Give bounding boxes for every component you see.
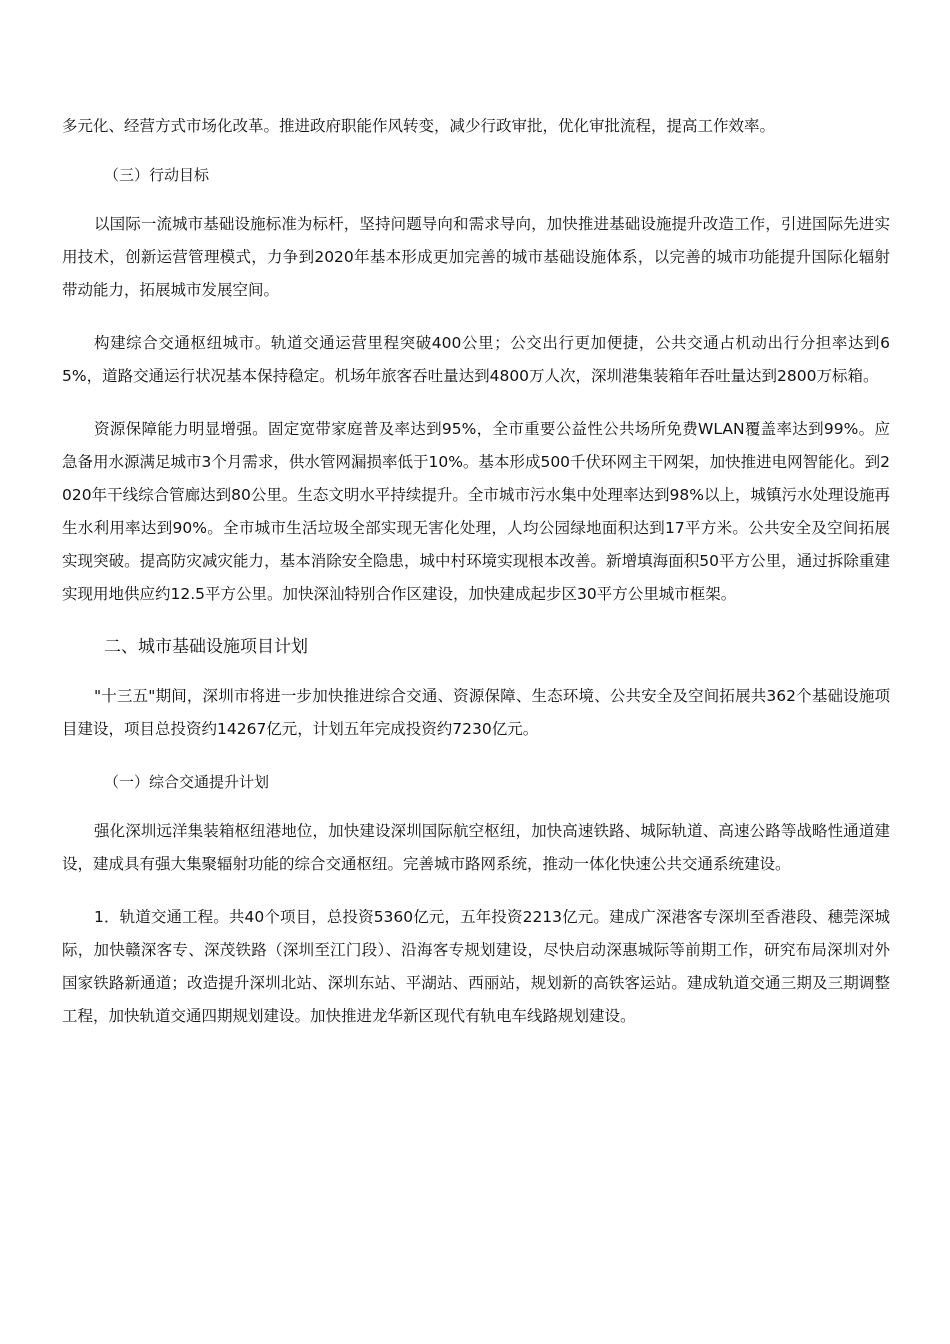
paragraph-continuation: 多元化、经营方式市场化改革。推进政府职能作风转变，减少行政审批，优化审批流程，提高工作效率。	[62, 117, 776, 135]
paragraph-resource-guarantee: 资源保障能力明显增强。固定宽带家庭普及率达到95%，全市重要公益性公共场所免费WLAN覆盖率达到99%。应急备用水源满足城市3个月需求，供水管网漏损率低于10%。基本形成500千伏环网主干网架，加快推进电网智能化。到2020年干线综合管廊达到80公里。生态文明水平持续提升。全市城市污水集中处理率达到98%以上，城镇污水处理设施再生水利用率达到90%。全市城市生活垃圾全部实现无害化处理，人均公园绿地面积达到17平方米。公共安全及空间拓展实现突破。提高防灾减灾能力，基本消除安全隐患，城中村环境实现根本改善。新增填海面积50平方公里，通过拆除重建实现用地供应约12.5平方公里。加快深汕特别合作区建设，加快建成起步区30平方公里城市框架。	[62, 420, 890, 603]
heading-transport-plan: （一）综合交通提升计划	[104, 773, 270, 791]
paragraph-transport-strategy: 强化深圳远洋集装箱枢纽港地位，加快建设深圳国际航空枢纽，加快高速铁路、城际轨道、高速公路等战略性通道建设，建成具有强大集聚辐射功能的综合交通枢纽。完善城市路网系统，推动一体化快速公共交通系统建设。	[62, 822, 890, 873]
paragraph-transport-hub: 构建综合交通枢纽城市。轨道交通运营里程突破400公里；公交出行更加便捷，公共交通占机动出行分担率达到65%，道路交通运行状况基本保持稳定。机场年旅客吞吐量达到4800万人次，深圳港集装箱年吞吐量达到2800万标箱。	[62, 334, 890, 385]
paragraph-rail-transit: 1．轨道交通工程。共40个项目，总投资5360亿元，五年投资2213亿元。建成广深港客专深圳至香港段、穗莞深城际，加快赣深客专、深茂铁路（深圳至江门段）、沿海客专规划建设，尽快启动深惠城际等前期工作，研究布局深圳对外国家铁路新通道；改造提升深圳北站、深圳东站、平湖站、西丽站，规划新的高铁客运站。建成轨道交通三期及三期调整工程，加快轨道交通四期规划建设。加快推进龙华新区现代有轨电车线路规划建设。	[62, 908, 890, 1025]
heading-section-two: 二、城市基础设施项目计划	[104, 637, 308, 657]
heading-action-goals: （三）行动目标	[104, 166, 210, 184]
document-page	[62, 110, 890, 1033]
paragraph-goal-overview: 以国际一流城市基础设施标准为标杆，坚持问题导向和需求导向，加快推进基础设施提升改造工作，引进国际先进实用技术，创新运营管理模式，力争到2020年基本形成更加完善的城市基础设施体系，以完善的城市功能提升国际化辐射带动能力，拓展城市发展空间。	[62, 215, 890, 299]
paragraph-project-plan: "十三五"期间，深圳市将进一步加快推进综合交通、资源保障、生态环境、公共安全及空间拓展共362个基础设施项目建设，项目总投资约14267亿元，计划五年完成投资约7230亿元。	[62, 687, 890, 738]
